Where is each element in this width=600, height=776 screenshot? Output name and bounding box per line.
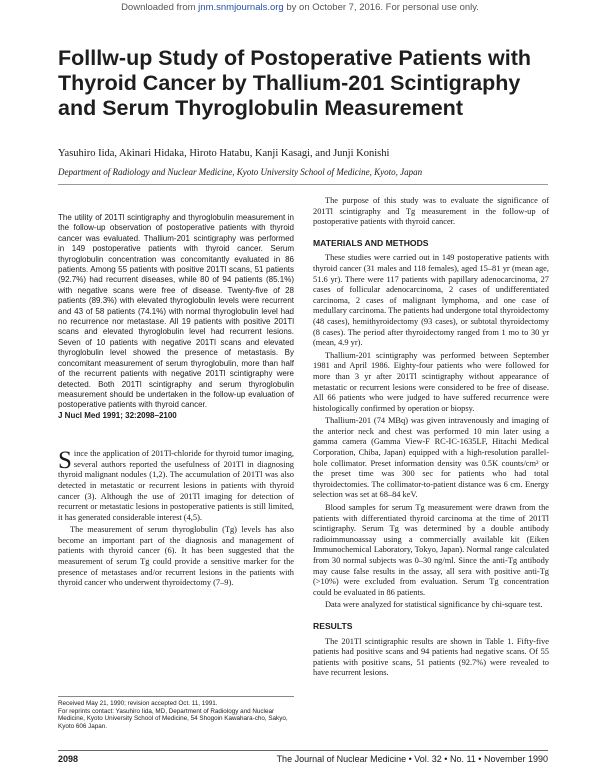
reprints-note: For reprints contact: Yasuhiro Iida, MD, Department of Radiology and Nuclear Medicine, Kyoto University School of Medicine, 54 Shogoin Kawahara-cho, Sakyo, Kyoto 606 Japan. bbox=[58, 707, 288, 731]
banner-suffix: by on October 7, 2016. For personal use only. bbox=[283, 2, 479, 13]
purpose-paragraph: The purpose of this study was to evaluate the significance of 201Tl scintigraphy and Tg measurement in the follow-up of postoperative patients with thyroid cancer. bbox=[313, 196, 549, 227]
results-heading: RESULTS bbox=[313, 620, 353, 631]
abstract bbox=[58, 213, 294, 421]
author-list: Yasuhiro Iida, Akinari Hidaka, Hiroto Hatabu, Kanji Kasagi, and Junji Konishi bbox=[58, 148, 390, 159]
footnote bbox=[58, 696, 294, 731]
page-number: 2098 bbox=[58, 754, 79, 764]
affiliation: Department of Radiology and Nuclear Medicine, Kyoto University School of Medicine, Kyoto, Japan bbox=[58, 167, 423, 177]
intro-paragraph-1 bbox=[58, 449, 294, 523]
methods-heading: MATERIALS AND METHODS bbox=[313, 237, 429, 248]
methods-paragraph-5: Data were analyzed for statistical significance by chi-square test. bbox=[325, 600, 543, 610]
received-note: Received May 21, 1990; revision accepted Oct. 11, 1991. bbox=[58, 700, 218, 707]
introduction bbox=[58, 449, 294, 589]
methods-paragraph-2: Thallium-201 scintigraphy was performed between September 1981 and April 1986. Eighty-four patients who were followed for more than 3 yr after 201Tl scintigraphy without appearance of metastatic or recurrent lesions were considered to be free of disease. All 66 patients who were judged to have suffered recurrence were histologically confirmed by operation or biopsy. bbox=[313, 350, 549, 413]
journal-site-link[interactable]: jnm.snmjournals.org bbox=[198, 2, 284, 13]
citation: J Nucl Med 1991; 32:2098–2100 bbox=[58, 410, 177, 420]
drop-cap: S bbox=[58, 447, 72, 475]
footer-rule bbox=[58, 750, 548, 751]
right-column bbox=[313, 196, 549, 681]
download-banner bbox=[0, 2, 600, 13]
article-title: Folllw-up Study of Postoperative Patients with Thyroid Cancer by Thallium-201 Scintigraphy and Serum Thyroglobulin Measurement bbox=[58, 46, 532, 120]
methods-paragraph-1: These studies were carried out in 149 postoperative patients with thyroid cancer (31 males and 118 females), aged 15–81 yr (mean age, 51.6 yr). There were 117 patients with papillary adenocarcinoma, 27 cases of follicular adenocarcinoma, 2 cases of undifferentiated carcinoma, 2 cases of malignant lymphoma, and one case of medullary carcinoma. The patients had undergone total thyroidectomy (48 cases), hemithyroidectomy (93 cases), or subtotal thyroidectomy (8 cases). The period after thyroidectomy ranged from 1 mo to 30 yr (mean, 4.9 yr). bbox=[313, 253, 549, 348]
methods-paragraph-3: Thallium-201 (74 MBq) was given intravenously and imaging of the anterior neck and chest was performed 10 min later using a gamma camera (Gamma View-F RC-IC-1635LF, Hitachi Medical Corporation, Chiba, Japan) equipped with a high-resolution parallel-hole collimator. Preset information density was 0.5K counts/cm² or the preset time was 300 sec for patients who had total thyroidectomies. The collimator-to-patient distance was 6 cm. Energy selection was set at 68–84 keV. bbox=[313, 416, 549, 500]
methods-paragraph-4: Blood samples for serum Tg measurement were drawn from the patients with differentiated thyroid carcinoma at the time of 201Tl scintigraphy. Serum Tg was determined by a double antibody radioimmunoassay using a commercially available kit (Eiken Immunochemical Laboratory, Tokyo, Japan). Normal range calculated from 30 normal subjects was 0–30 ng/ml. Since the anti-Tg antibody may cause false results in the assay, all sera with positive anti-Tg (>10%) were excluded from evaluation. Serum Tg concentration could be evaluated in 86 patients. bbox=[313, 503, 549, 597]
journal-footer: The Journal of Nuclear Medicine • Vol. 32 • No. 11 • November 1990 bbox=[276, 754, 548, 764]
header-rule bbox=[58, 184, 548, 185]
results-paragraph-1: The 201Tl scintigraphic results are shown in Table 1. Fifty-five patients had positive scans and 94 patients had negative scans. Of 55 patients with positive scans, 51 patients (92.7%) were revealed to have recurrent lesions. bbox=[313, 636, 549, 678]
left-column bbox=[58, 213, 294, 591]
intro-paragraph-1-text: ince the application of 201Tl-chloride for thyroid tumor imaging, several authors reported the usefulness of 201Tl in diagnosing thyroid malignant nodules (1,2). The accumulation of 201Tl was also detected in metastatic or recurrent lesions in patients with thyroid cancer (3). Although the use of 201Tl imaging for detection of recurrent or metastatic lesions in postoperative patients is still limited, it has generated considerable interest (4,5). bbox=[58, 449, 294, 522]
abstract-text: The utility of 201Tl scintigraphy and thyroglobulin measurement in the follow-up observation of postoperative patients with thyroid cancer was evaluated. Thallium-201 scintigraphy was performed in 149 postoperative patients with thyroid cancer. Serum thyroglobulin concentration was concomitantly evaluated in 86 patients. Among 55 patients with positive 201Tl scans, 51 patients (92.7%) had recurrent diseases, while 80 of 94 patients (85.1%) with negative scans were free of disease. Twenty-five of 28 patients (89.3%) with elevated thyroglobulin levels were recurrent and 43 of 58 patients (74.1%) with normal thyroglobulin level had no recurrence nor metastase. All 19 patients with positive 201Tl scans and elevated thyroglobulin level had recurrent lesions. Seven of 10 patients with negative 201Tl scans and elevated thyroglobulin level showed the presence of metastasis. By concomitant measurement of serum thyroglobulin, more than half of the recurrent patients with negative 201Tl scintigraphy were detected. Both 201Tl scintigraphy and serum thyroglobulin measurement should be undertaken in the follow-up evaluation of postoperative patients with thyroid cancer. bbox=[58, 213, 294, 410]
intro-paragraph-2: The measurement of serum thyroglobulin (Tg) levels has also become an important part of the diagnosis and management of patients with thyroid cancer (6). It has been suggested that the measurement of serum Tg could provide a sensitive marker for the presence of metastases and/or recurrent lesions in the patients with thyroid cancer who underwent thyroidectomy (7–9). bbox=[58, 525, 294, 588]
banner-prefix: Downloaded from bbox=[121, 2, 199, 13]
